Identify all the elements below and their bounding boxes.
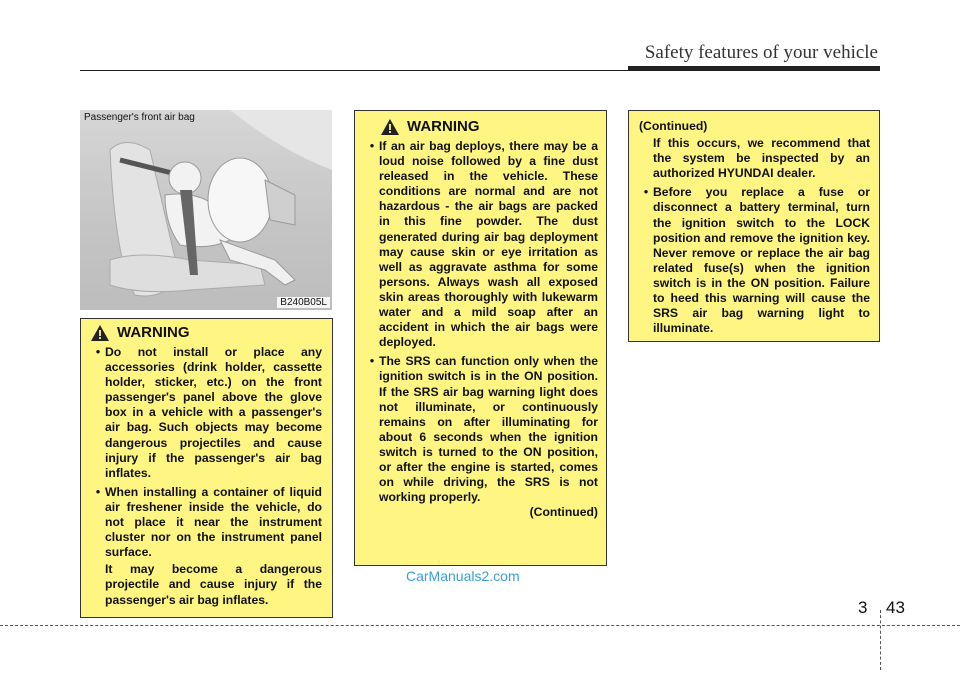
- chapter-number: 3: [858, 598, 868, 617]
- continued-label: (Continued): [529, 505, 598, 520]
- list-item: • The SRS can function only when the ignition switch is in the ON position. If the SRS air bag warning light does not illuminate, or continuously remains on after illuminating for about 6 seconds when the ignition switch is turned to the ON position, or after the engine is started, comes on while driving, the SRS is not working properly.: [369, 354, 598, 505]
- warning-box-continued: [628, 110, 880, 342]
- continued-paragraph: If this occurs, we recommend that the system be inspected by an authorized HYUNDAI dealer.: [653, 136, 870, 181]
- warning-heading-text: WARNING: [117, 324, 190, 342]
- warning-heading-text: WARNING: [407, 118, 480, 136]
- warning-box-deployment: [354, 110, 607, 566]
- continued-label: (Continued): [639, 119, 708, 133]
- airbag-illustration: [80, 110, 332, 310]
- bullet-text: If an air bag deploys, there may be a loud noise followed by a fine dust released in the vehicle. These conditions are normal and are not hazardous - the air bags are packed in this fine powder. The dust generated during air bag deployment may cause skin or eye irritation as well as aggravate asthma for some persons. Always wash all exposed skin areas thoroughly with lukewarm water and a mild soap after an accident in which the air bags were deployed.: [379, 139, 598, 350]
- bullet-text: Before you replace a fuse or disconnect a battery terminal, turn the ignition switch to the LOCK position and remove the ignition key. Never remove or replace the air bag related fuse(s) when the ignition switch is in the ON position. Failure to heed this warning will cause the SRS air bag warning light to illuminate.: [653, 185, 870, 336]
- warning-box-accessories: [80, 318, 333, 618]
- warning-heading: [91, 325, 322, 341]
- warning-heading: [365, 119, 598, 135]
- warning-triangle-icon: [91, 325, 109, 341]
- figure-label: Passenger's front air bag: [84, 112, 195, 123]
- warning-triangle-icon: [381, 119, 399, 135]
- bullet-text: The SRS can function only when the ignition switch is in the ON position. If the SRS air bag warning light does not illuminate, or continuously remains on after illuminating for about 6 seconds when the ignition switch is turned to the ON position, or after the engine is started, comes on while driving, the SRS is not working properly.: [379, 354, 598, 505]
- bullet-text: When installing a container of liquid air freshener inside the vehicle, do not place it near the instrument cluster nor on the instrument panel surface.: [105, 484, 322, 560]
- bullet-continuation: It may become a dangerous projectile and cause injury if the passenger's air bag inflates.: [105, 562, 322, 607]
- page-number-divider: [880, 610, 881, 670]
- list-item: • Before you replace a fuse or disconnect a battery terminal, turn the ignition switch to the LOCK position and remove the ignition key. Never remove or replace the air bag related fuse(s) when the ignition switch is in the ON position. Failure to heed this warning will cause the SRS air bag warning light to illuminate.: [643, 185, 870, 336]
- figure-code: B240B05L: [277, 297, 330, 308]
- page-header-title: Safety features of your vehicle: [644, 42, 878, 63]
- list-item: • When installing a container of liquid air freshener inside the vehicle, do not place it near the instrument cluster nor on the instrument panel surface.: [95, 484, 322, 560]
- airbag-drawing: [80, 110, 332, 310]
- watermark-link[interactable]: CarManuals2.com: [406, 568, 520, 584]
- list-item: • Do not install or place any accessories (drink holder, cassette holder, sticker, etc.) on the front passenger's panel above the glove box in a vehicle with a passenger's air bag. Such objects may become dangerous projectiles and cause injury if the passenger's air bag inflates.: [95, 345, 322, 480]
- footer-rule: [0, 625, 960, 626]
- list-item: • If an air bag deploys, there may be a loud noise followed by a fine dust released in the vehicle. These conditions are normal and are not hazardous - the air bags are packed in this fine powder. The dust generated during air bag deployment may cause skin or eye irritation as well as aggravate asthma for some persons. Always wash all exposed skin areas thoroughly with lukewarm water and a mild soap after an accident in which the air bags were deployed.: [369, 139, 598, 350]
- page-number: 43: [886, 598, 905, 617]
- header-rule-accent: [628, 66, 880, 71]
- bullet-text: Do not install or place any accessories (drink holder, cassette holder, sticker, etc.) on the front passenger's panel above the glove box in a vehicle with a passenger's air bag. Such objects may become dangerous projectiles and cause injury if the passenger's air bag inflates.: [105, 345, 322, 480]
